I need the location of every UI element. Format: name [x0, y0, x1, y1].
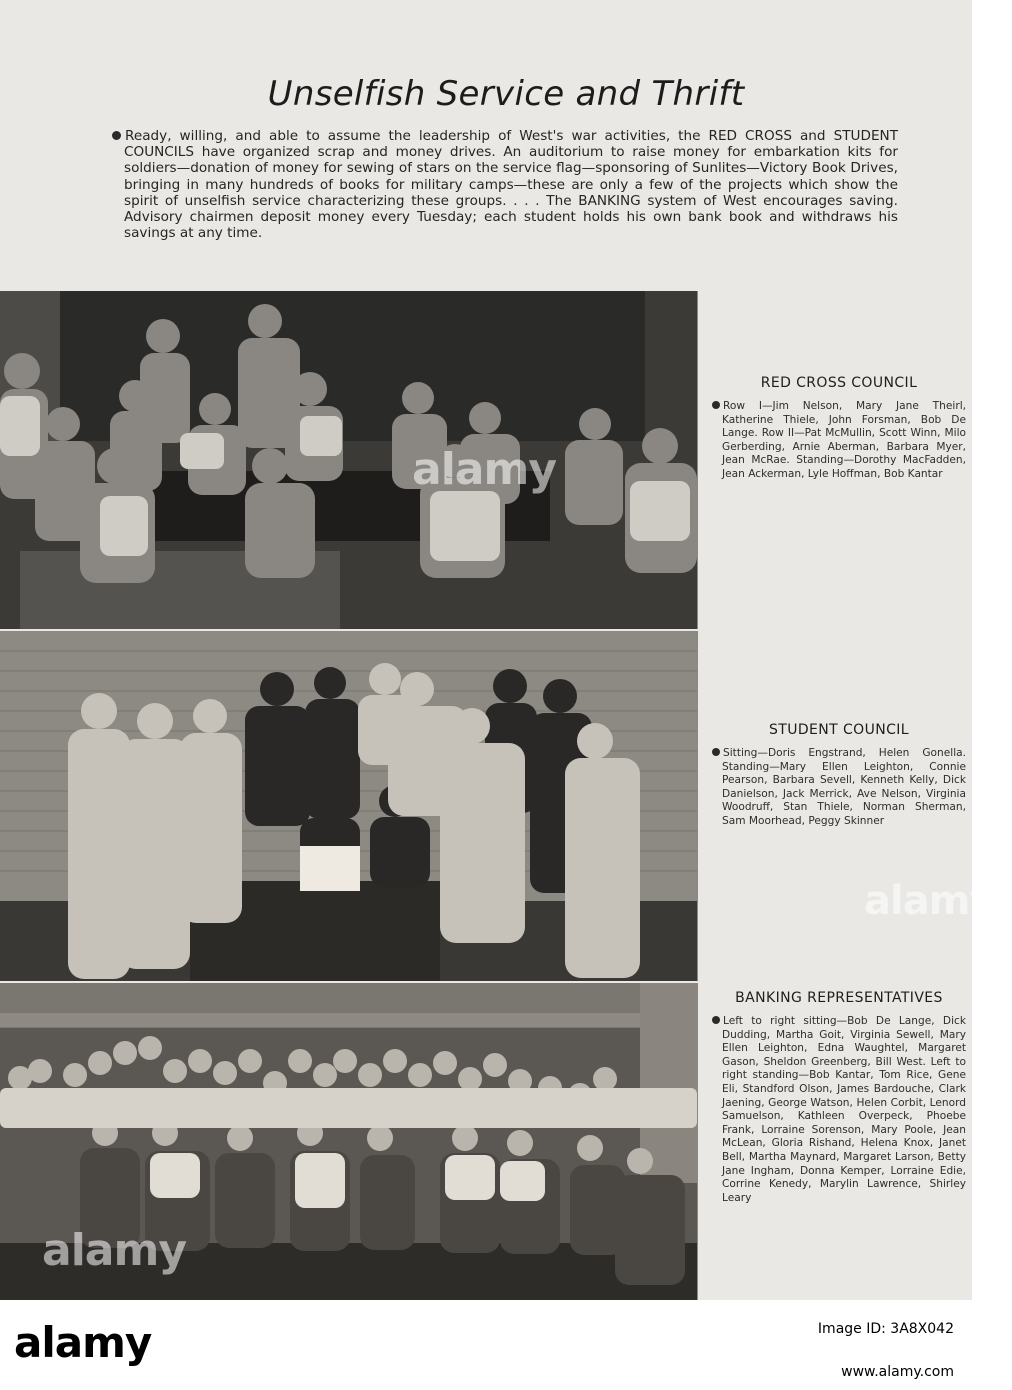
caption-names [712, 1015, 966, 1205]
page-title: Unselfish Service and Thrift [267, 74, 745, 114]
caption-heading: RED CROSS COUNCIL [760, 375, 918, 391]
caption-banking-representatives [712, 990, 966, 1205]
caption-names-text: Sitting—Doris Engstrand, Helen Gonella. Standing—Mary Ellen Leighton, Connie Pearson, Barbara Sevell, Kenneth Kelly, Dick Danielson, Jack Merrick, Ave Nelson, Virginia Woodruff, Stan Thiele, Norman Sherman, Sam Moorhead, Peggy Skinner [722, 747, 966, 827]
watermark-logo: alamy [42, 1225, 186, 1276]
bullet-icon [712, 748, 720, 756]
bullet-icon [712, 401, 720, 409]
alamy-logo: alamy [14, 1318, 152, 1367]
stock-footer [0, 1300, 972, 1390]
image-id-label: Image ID: 3A8X042 [817, 1321, 954, 1337]
footer-url[interactable]: www.alamy.com [841, 1364, 954, 1380]
bullet-icon [112, 131, 121, 140]
caption-student-council [712, 722, 966, 829]
caption-names-text: Row I—Jim Nelson, Mary Jane Theirl, Katherine Thiele, John Forsman, Bob De Lange. Row II—Pat McMullin, Scott Winn, Milo Gerberding, Arnie Aberman, Barbara Myer, Jean McRae. Standing—Dorothy MacFadden, Jean Ackerman, Lyle Hoffman, Bob Kantar [722, 400, 966, 480]
caption-heading: BANKING REPRESENTATIVES [735, 990, 943, 1006]
image-id [818, 1320, 954, 1338]
watermark-logo: alamy [864, 878, 995, 924]
bullet-icon [712, 1016, 720, 1024]
caption-names-text: Left to right sitting—Bob De Lange, Dick Dudding, Martha Goit, Virginia Sewell, Mary Ellen Leighton, Edna Waughtel, Margaret Gason, Sheldon Greenberg, Bill West. Left to right standing—Bob Kantar, Tom Rice, Gene Eli, Standford Olson, James Bardouche, Clark Jaening, George Watson, Helen Corbit, Lenord Samuelson, Kathleen Overpeck, Phoebe Frank, Lorraine Sorenson, Mary Poole, Jean McLean, Gloria Rishand, Helena Knox, Janet Bell, Martha Maynard, Margaret Larson, Betty Jane Ingham, Donna Kemper, Lorraine Edie, Corrine Kenedy, Marylin Lawrence, Shirley Leary [722, 1015, 966, 1204]
caption-names [712, 400, 966, 482]
red-cross-council-photo [0, 291, 698, 629]
intro-text: Ready, willing, and able to assume the leadership of West's war activities, the RED CROSS and STUDENT COUNCILS have organized scrap and money drives. An auditorium to raise money for embarkation kits for soldiers—donation of money for sewing of stars on the service flag—sponsoring of Sunlites—Victory Book Drives, bringing in many hundreds of books for military camps—these are only a few of the projects which show the spirit of unselfish service characterizing these groups. . . . The BANKING system of West encourages saving. Advisory chairmen deposit money every Tuesday; each student holds his own bank book and withdraws his savings at any time. [124, 128, 898, 242]
intro-paragraph [124, 128, 898, 241]
caption-names [712, 747, 966, 829]
student-council-photo [0, 631, 698, 981]
caption-heading: STUDENT COUNCIL [768, 722, 909, 738]
watermark-logo: alamy [412, 444, 556, 495]
caption-red-cross-council [712, 375, 966, 482]
